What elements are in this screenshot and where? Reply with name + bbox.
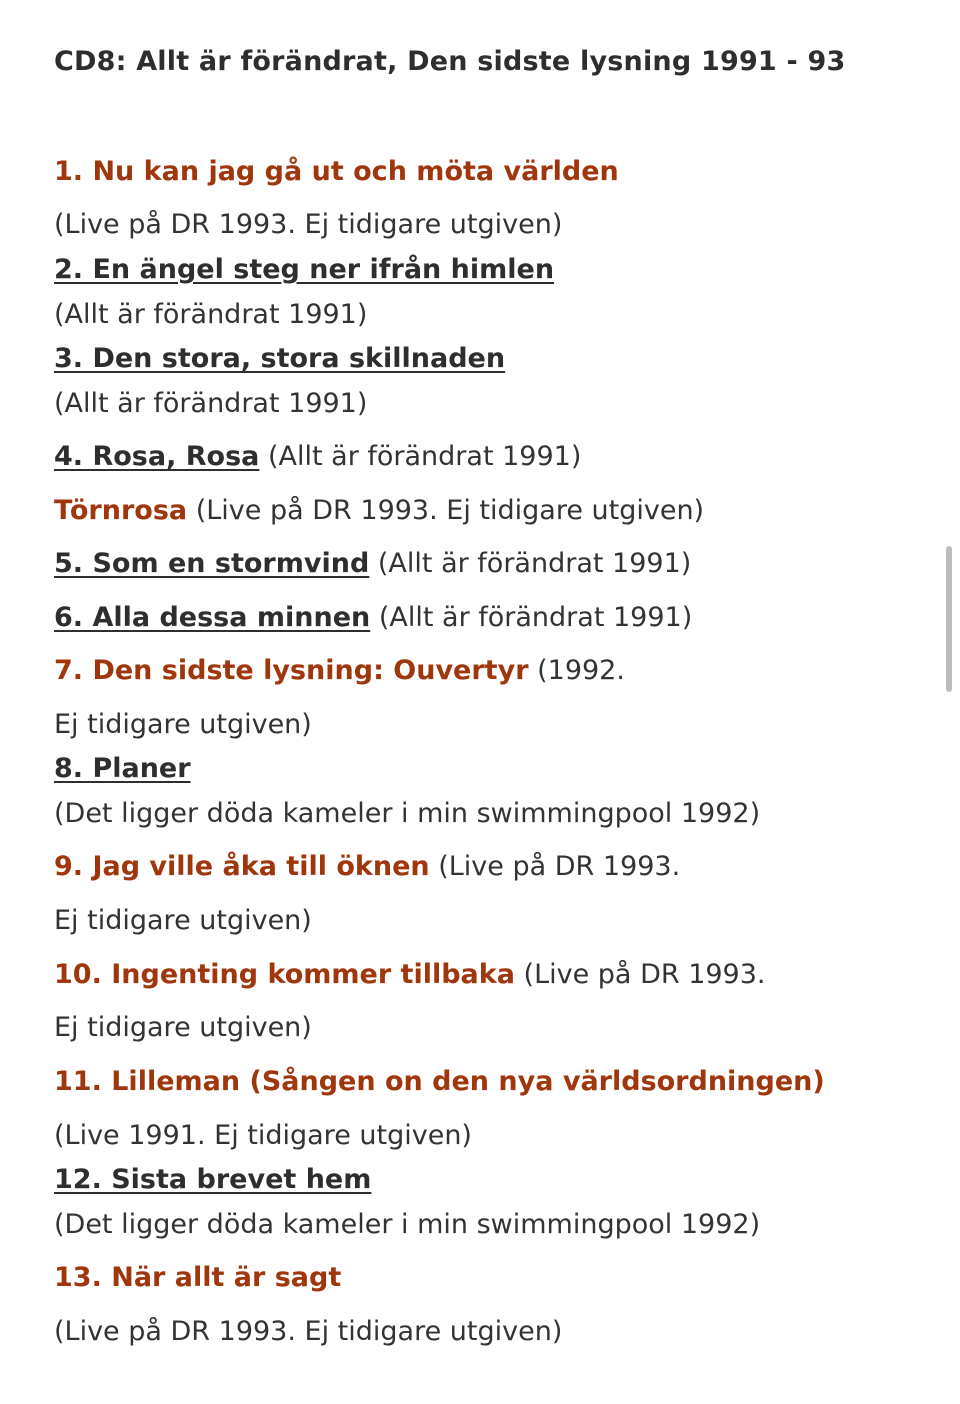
track-note: Ej tidigare utgiven) <box>54 1012 312 1043</box>
track-11-title-line <box>54 1065 825 1099</box>
track-note: (Live på DR 1993. <box>438 851 681 882</box>
track-link[interactable]: 12. Sista brevet hem <box>54 1164 372 1195</box>
track-4-line <box>54 440 581 474</box>
track-title: 9. Jag ville åka till öknen <box>54 851 430 882</box>
track-8-note-line <box>54 797 760 831</box>
track-5-line <box>54 547 691 581</box>
track-title: 13. När allt är sagt <box>54 1262 342 1293</box>
track-note: Ej tidigare utgiven) <box>54 905 312 936</box>
track-title: 7. Den sidste lysning: Ouvertyr <box>54 655 529 686</box>
track-link[interactable]: 6. Alla dessa minnen <box>54 602 371 633</box>
track-link[interactable]: 4. Rosa, Rosa <box>54 441 260 472</box>
track-note: (Live på DR 1993. Ej tidigare utgiven) <box>54 209 563 240</box>
track-12-title-line <box>54 1163 371 1197</box>
track-10-line <box>54 958 766 992</box>
track-2-title-line <box>54 253 554 287</box>
track-note: (Allt är förändrat 1991) <box>377 548 692 579</box>
track-note: (1992. <box>537 655 625 686</box>
track-8-title-line <box>54 752 191 786</box>
track-11-note-line <box>54 1119 472 1153</box>
track-tornrosa-line <box>54 494 704 528</box>
track-title: 1. Nu kan jag gå ut och möta världen <box>54 156 619 187</box>
track-link[interactable]: 2. En ängel steg ner ifrån himlen <box>54 254 555 285</box>
track-note: (Allt är förändrat 1991) <box>54 299 368 330</box>
track-note: (Det ligger döda kameler i min swimmingpool 1992) <box>54 798 761 829</box>
track-13-title-line <box>54 1261 341 1295</box>
track-2-note-line <box>54 298 367 332</box>
track-10-note-line <box>54 1011 312 1045</box>
track-3-title-line <box>54 342 505 376</box>
track-1-title-line <box>54 155 619 189</box>
track-12-note-line <box>54 1208 760 1242</box>
track-title: 11. Lilleman (Sången on den nya världsordningen) <box>54 1066 825 1097</box>
track-note: (Allt är förändrat 1991) <box>378 602 693 633</box>
track-3-note-line <box>54 387 367 421</box>
track-7-note-line <box>54 708 312 742</box>
track-note: (Live 1991. Ej tidigare utgiven) <box>54 1120 472 1151</box>
track-title: 10. Ingenting kommer tillbaka <box>54 959 515 990</box>
track-title: Törnrosa <box>54 495 188 526</box>
track-9-note-line <box>54 904 312 938</box>
track-note: (Det ligger döda kameler i min swimmingpool 1992) <box>54 1209 761 1240</box>
track-note: Ej tidigare utgiven) <box>54 709 312 740</box>
track-1-note-line <box>54 208 562 242</box>
track-6-line <box>54 601 692 635</box>
track-13-note-line <box>54 1315 562 1349</box>
track-link[interactable]: 3. Den stora, stora skillnaden <box>54 343 506 374</box>
track-note: (Live på DR 1993. <box>523 959 766 990</box>
track-note: (Live på DR 1993. Ej tidigare utgiven) <box>54 1316 563 1347</box>
scrollbar-thumb[interactable] <box>946 546 952 692</box>
track-note: (Allt är förändrat 1991) <box>54 388 368 419</box>
track-9-line <box>54 850 680 884</box>
track-link[interactable]: 8. Planer <box>54 753 191 784</box>
page-title: CD8: Allt är förändrat, Den sidste lysning 1991 - 93 <box>54 46 846 77</box>
track-note: (Allt är förändrat 1991) <box>267 441 582 472</box>
track-note: (Live på DR 1993. Ej tidigare utgiven) <box>195 495 705 526</box>
track-link[interactable]: 5. Som en stormvind <box>54 548 370 579</box>
track-7-line <box>54 654 625 688</box>
